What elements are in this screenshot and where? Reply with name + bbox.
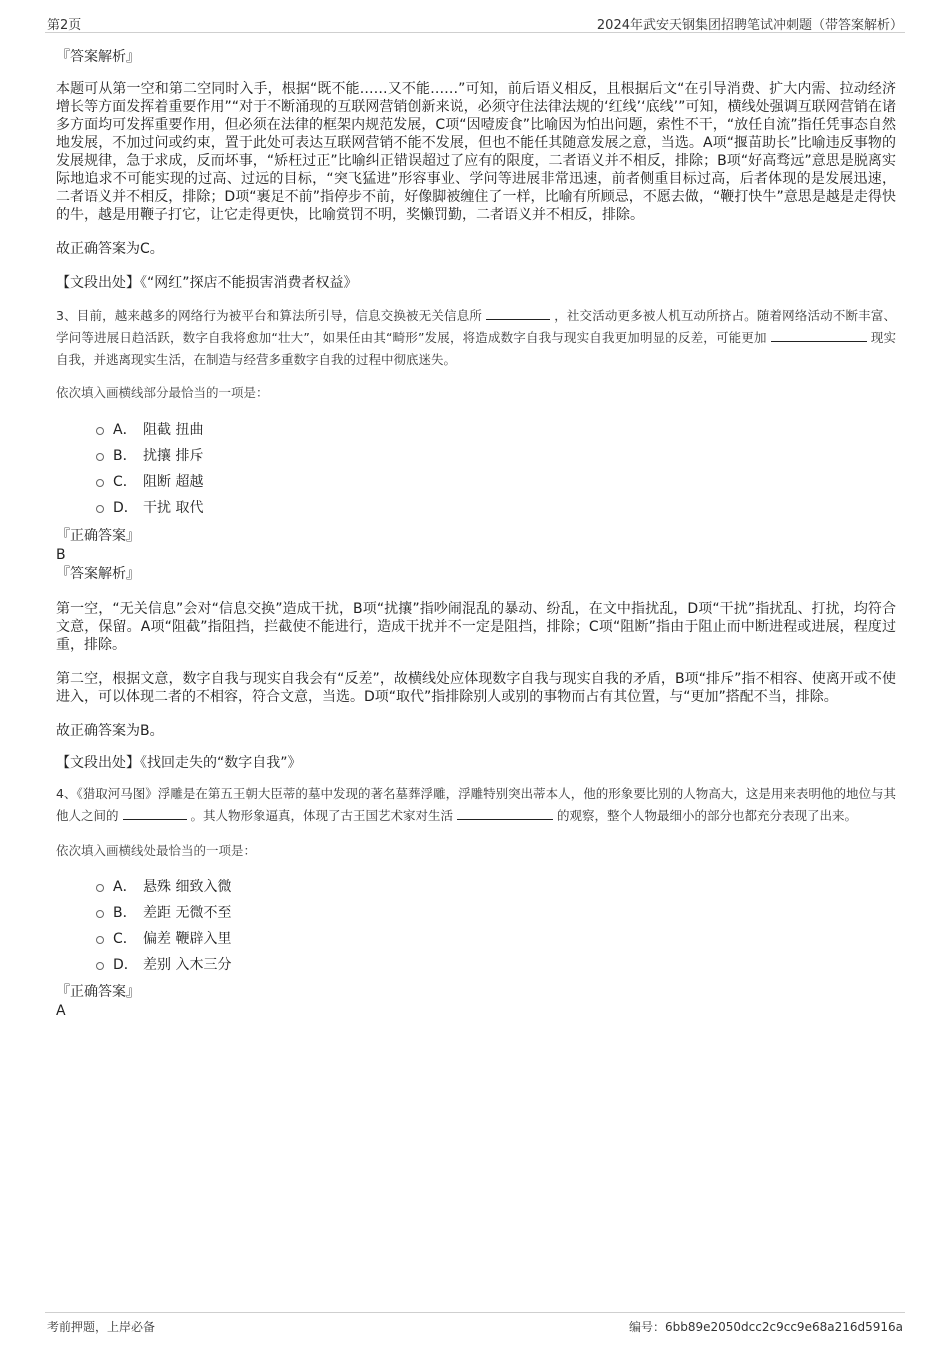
analysis-paragraph-2: 第二空，根据文意，数字自我与现实自我会有“反差”，故横线处应体现数字自我与现实自我的矛盾，B项“排斥”指不相容、使离开或不使进入，可以体现二者的不相容，符合文意，当选。D项“取代”指排除别人或别的事物而占有其位置，与“更加”搭配不当，排除。 <box>56 671 896 705</box>
question-4-stem-part-1: 4、《猎取河马图》浮雕是在第五王朝大臣蒂的墓中发现的著名墓葬浮雕，浮雕特别突出蒂本人，他的形象要比别的人物高大，这是用来表明他的地位与其他人之间的 <box>56 786 896 823</box>
code-label: 编号： <box>628 1320 665 1334</box>
radio-icon[interactable] <box>96 453 104 461</box>
option-d[interactable] <box>96 951 896 977</box>
footer-slogan: 考前押题，上岸必备 <box>47 1320 156 1334</box>
option-text: 悬殊 细致入微 <box>143 879 232 895</box>
option-d[interactable] <box>96 494 896 520</box>
page-header <box>45 14 905 33</box>
correct-answer-label: 『正确答案』 <box>56 984 140 1000</box>
option-a[interactable] <box>96 873 896 899</box>
radio-icon[interactable] <box>96 962 104 970</box>
page-footer <box>45 1312 905 1337</box>
option-text: 差别 入木三分 <box>143 957 232 973</box>
source-citation: 【文段出处】《“网红”探店不能损害消费者权益》 <box>56 275 358 291</box>
option-letter: A． <box>113 422 137 438</box>
page-number: 第2页 <box>47 18 82 33</box>
document-title: 2024年武安天钢集团招聘笔试冲刺题（带答案解析） <box>596 18 903 33</box>
question-3-prompt: 依次填入画横线部分最恰当的一项是： <box>56 385 269 400</box>
radio-icon[interactable] <box>96 479 104 487</box>
question-4-stem <box>56 783 896 827</box>
conclusion-text: 故正确答案为C。 <box>56 241 164 257</box>
correct-answer-value: B <box>56 547 66 563</box>
question-4-stem-part-3: 的观察，整个人物最细小的部分也都充分表现了出来。 <box>557 808 858 823</box>
code-value: 6bb89e2050dcc2c9cc9e68a216d5916a <box>665 1320 903 1334</box>
option-letter: B． <box>113 905 137 921</box>
analysis-label: 『答案解析』 <box>56 49 140 65</box>
analysis-label: 『答案解析』 <box>56 566 140 582</box>
option-letter: B． <box>113 448 137 464</box>
option-letter: D． <box>113 500 138 516</box>
question-4-options <box>96 873 896 977</box>
answer-blank <box>457 807 553 820</box>
question-3-stem-part-1: 3、目前，越来越多的网络行为被平台和算法所引导，信息交换被无关信息所 <box>56 308 483 323</box>
option-b[interactable] <box>96 899 896 925</box>
document-code <box>629 1318 903 1335</box>
analysis-paragraph-1: 第一空，“无关信息”会对“信息交换”造成干扰，B项“扰攘”指吵闹混乱的暴动、纷乱，在文中指扰乱，D项“干扰”指扰乱、打扰，均符合文意，保留。A项“阻截”指阻挡，拦截使不能进行，造成干扰并不一定是阻挡，排除；C项“阻断”指由于阻止而中断进程或进展，程度过重，排除。 <box>56 601 896 653</box>
page-content <box>56 47 896 1021</box>
option-letter: C． <box>113 931 137 947</box>
source-citation: 【文段出处】《找回走失的“数字自我”》 <box>56 755 302 771</box>
question-3-options <box>96 416 896 520</box>
correct-answer-value: A <box>56 1003 66 1019</box>
option-c[interactable] <box>96 925 896 951</box>
option-text: 干扰 取代 <box>143 500 204 516</box>
question-3-stem-part-2: ，社交活动更多被人机互动所挤占。随着网络活动不断丰富、学问等进展日趋活跃，数字自我将愈加“壮大”，如果任由其“畸形”发展，将造成数字自我与现实自我更加明显的反差，可能更加 <box>56 308 896 345</box>
radio-icon[interactable] <box>96 910 104 918</box>
question-4-prompt: 依次填入画横线处最恰当的一项是： <box>56 843 257 858</box>
question-3-stem-part-3: 现实自我，并逃离现实生活，在制造与经营多重数字自我的过程中彻底迷失。 <box>56 330 896 367</box>
option-b[interactable] <box>96 442 896 468</box>
option-letter: A． <box>113 879 137 895</box>
option-c[interactable] <box>96 468 896 494</box>
option-text: 阻截 扭曲 <box>143 422 204 438</box>
option-a[interactable] <box>96 416 896 442</box>
option-text: 偏差 鞭辟入里 <box>143 931 232 947</box>
radio-icon[interactable] <box>96 936 104 944</box>
radio-icon[interactable] <box>96 505 104 513</box>
correct-answer-label: 『正确答案』 <box>56 528 140 544</box>
answer-blank <box>771 329 867 342</box>
option-letter: D． <box>113 957 138 973</box>
conclusion-text: 故正确答案为B。 <box>56 723 164 739</box>
radio-icon[interactable] <box>96 427 104 435</box>
question-4-stem-part-2: 。其人物形象逼真，体现了古王国艺术家对生活 <box>190 808 454 823</box>
answer-blank <box>123 807 187 820</box>
question-3-stem <box>56 305 896 371</box>
option-text: 差距 无微不至 <box>143 905 232 921</box>
analysis-text: 本题可从第一空和第二空同时入手，根据“既不能……又不能……”可知，前后语义相反，且根据后文“在引导消费、扩大内需、拉动经济增长等方面发挥着重要作用”“对于不断涌现的互联网营销创新来说，必须守住法律法规的‘红线’‘底线’”可知，横线处强调互联网营销在诸多方面均可发挥重要作用，但必须在法律的框架内规范发展，C项“因噎废食”比喻因为怕出问题，索性不干，“放任自流”指任凭事态自然地发展，不加过问或约束，置于此处可表达互联网营销不能不发展，但也不能任其随意发展之意，当选。A项“揠苗助长”比喻违反事物的发展规律，急于求成，反而坏事，“矫枉过正”比喻纠正错误超过了应有的限度，二者语义并不相反，排除；B项“好高骛远”意思是脱离实际地追求不可能实现的过高、过远的目标，“突飞猛进”形容事业、学问等进展非常迅速，前者侧重目标过高，后者体现的是发展迅速，二者语义并不相反，排除；D项“裹足不前”指停步不前，好像脚被缠住了一样，比喻有所顾忌，不愿去做，“鞭打快牛”意思是越是走得快的牛，越是用鞭子打它，让它走得更快，比喻赏罚不明，奖懒罚勤，二者语义并不相反，排除。 <box>56 81 896 223</box>
option-letter: C． <box>113 474 137 490</box>
answer-blank <box>486 307 550 320</box>
option-text: 扰攘 排斥 <box>143 448 204 464</box>
option-text: 阻断 超越 <box>143 474 204 490</box>
radio-icon[interactable] <box>96 884 104 892</box>
